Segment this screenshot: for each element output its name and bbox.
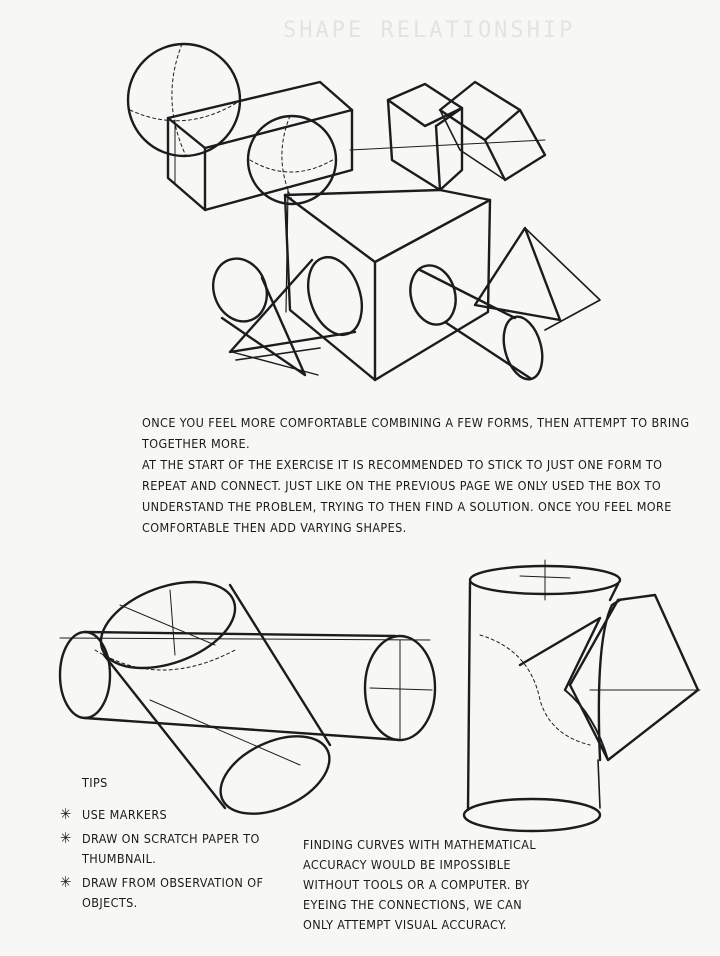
accuracy-note: FINDING CURVES WITH MATHEMATICAL ACCURACY WOULD BE IMPOSSIBLE WITHOUT TOOLS OR A COMPUTER. BY EYEING THE CONNECTIONS, WE CAN ONLY ATTEMPT VISUAL ACCURACY. [303, 837, 536, 932]
sphere-shape [248, 116, 336, 204]
instruction-paragraph: AT THE START OF THE EXERCISE IT IS RECOMMENDED TO STICK TO JUST ONE FORM TO REPEAT AND CONNECT. JUST LIKE ON THE PREVIOUS PAGE WE ONLY USED THE BOX TO UNDERSTAND THE PROBLEM, TRYING TO THEN FIND A SOLUTION. ONCE YOU FEEL MORE COMFORTABLE THEN ADD VARYING SHAPES. [142, 457, 672, 535]
upright-cylinder-shape [464, 560, 620, 831]
square-plane-shape [520, 595, 700, 760]
tip-item [60, 805, 270, 825]
faded-show-through-title: SHAPE RELATIONSHIP [283, 18, 576, 43]
tips-section [60, 772, 270, 917]
tips-list [60, 805, 270, 913]
tip-text: USE MARKERS [82, 807, 168, 822]
combined-forms-illustration [0, 0, 720, 400]
rotated-cube-shape [440, 82, 545, 180]
big-cube-shape [285, 190, 490, 380]
horizontal-cylinder-shape [60, 632, 435, 740]
instruction-text [142, 412, 690, 538]
large-cone-shape [230, 250, 371, 375]
tip-item [60, 873, 270, 913]
asterisk-icon: ✳ [60, 805, 72, 823]
sphere-shape [128, 44, 240, 156]
pyramid-shape [475, 228, 600, 330]
tip-text: DRAW ON SCRATCH PAPER TO THUMBNAIL. [82, 831, 260, 866]
asterisk-icon: ✳ [60, 829, 72, 847]
instruction-paragraph: ONCE YOU FEEL MORE COMFORTABLE COMBINING A FEW FORMS, THEN ATTEMPT TO BRING TOGETHER MORE. [142, 415, 690, 451]
tip-item [60, 829, 270, 869]
tips-heading: TIPS [82, 775, 108, 790]
tip-text: DRAW FROM OBSERVATION OF OBJECTS. [82, 875, 264, 910]
asterisk-icon: ✳ [60, 873, 72, 891]
right-cylinder-shape [404, 260, 549, 383]
